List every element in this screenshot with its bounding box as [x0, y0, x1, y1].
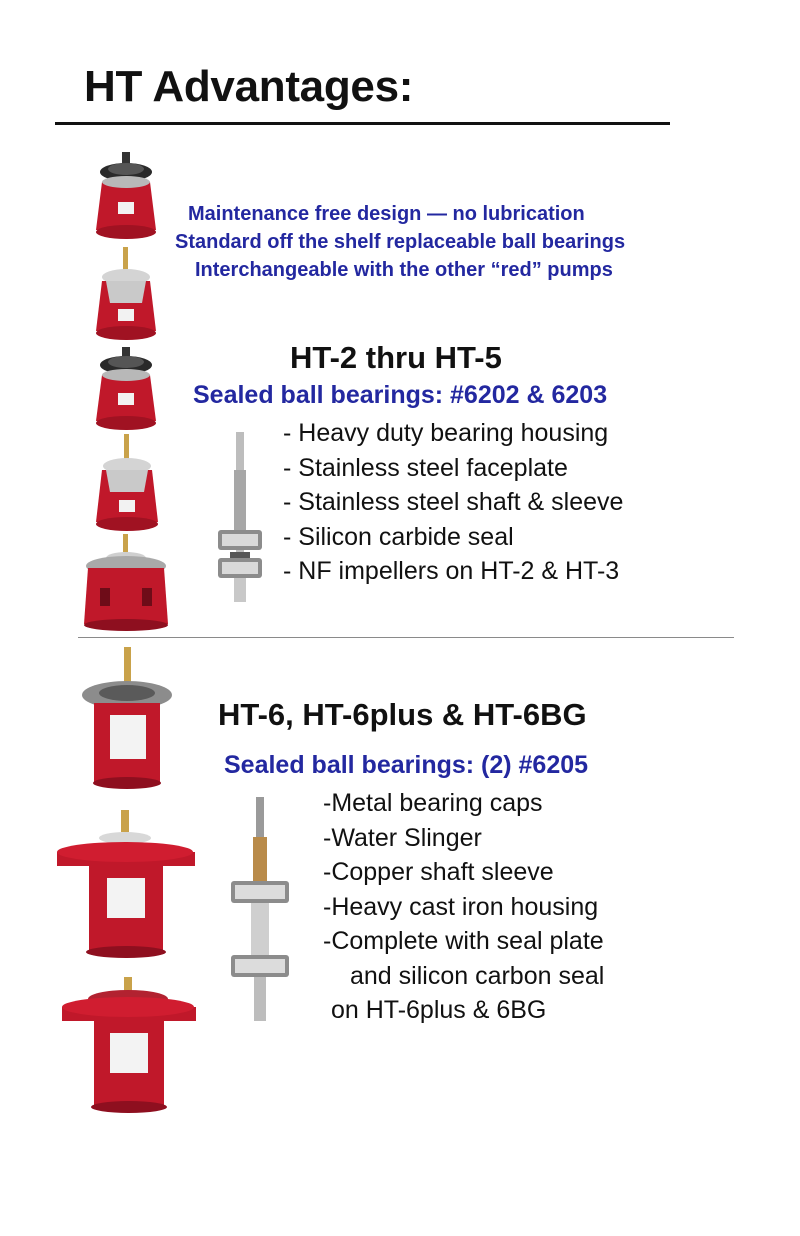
title-underline [55, 122, 670, 125]
feature-list-ht6 [323, 786, 604, 1028]
feature-item: -Copper shaft sleeve [323, 858, 554, 886]
small-pump-assembly-silver-top-image [92, 245, 162, 345]
feature-item: - Heavy duty bearing housing [283, 419, 609, 447]
feature-item: -Metal bearing caps [323, 789, 543, 817]
section-title-ht2-ht5: HT-2 thru HT-5 [290, 340, 502, 375]
advantage-line: Maintenance free design — no lubrication [188, 203, 585, 225]
feature-item: -Complete with seal plate [323, 927, 604, 955]
page-title: HT Advantages: [84, 62, 414, 111]
feature-item: - Stainless steel shaft & sleeve [283, 488, 624, 516]
ht6-shaft-bearing-image [225, 795, 295, 1025]
feature-item: -Water Slinger [323, 823, 482, 852]
section-divider [78, 637, 734, 638]
section-bearings-ht2-ht5: Sealed ball bearings: #6202 & 6203 [193, 381, 608, 409]
feature-item: -Heavy cast iron housing [323, 892, 599, 921]
advantage-line: Standard off the shelf replaceable ball bearings [175, 231, 626, 253]
feature-item: - Stainless steel faceplate [283, 453, 568, 482]
feature-item: - NF impellers on HT-2 & HT-3 [283, 557, 620, 585]
feature-list-ht2-ht5 [283, 416, 623, 589]
ht6bg-bearing-assembly-image [58, 975, 200, 1115]
feature-item: on HT-6plus & 6BG [331, 996, 547, 1024]
section-bearings-ht6: Sealed ball bearings: (2) #6205 [224, 751, 589, 779]
feature-item: - Silicon carbide seal [283, 522, 514, 551]
ht6-bearing-assembly-image [80, 645, 175, 790]
small-pump-assembly-silver-top-image [92, 432, 164, 537]
pump-bracket-base-image [82, 532, 172, 632]
section-title-ht6: HT-6, HT-6plus & HT-6BG [218, 697, 587, 732]
ht2-shaft-bearing-image [212, 430, 268, 605]
ht6plus-bearing-assembly-image [55, 808, 197, 960]
advantage-line: Interchangeable with the other “red” pumps [195, 259, 613, 281]
small-pump-assembly-black-top-image [92, 150, 162, 245]
feature-item: and silicon carbon seal [350, 961, 605, 990]
small-pump-assembly-black-top-image [92, 345, 162, 435]
